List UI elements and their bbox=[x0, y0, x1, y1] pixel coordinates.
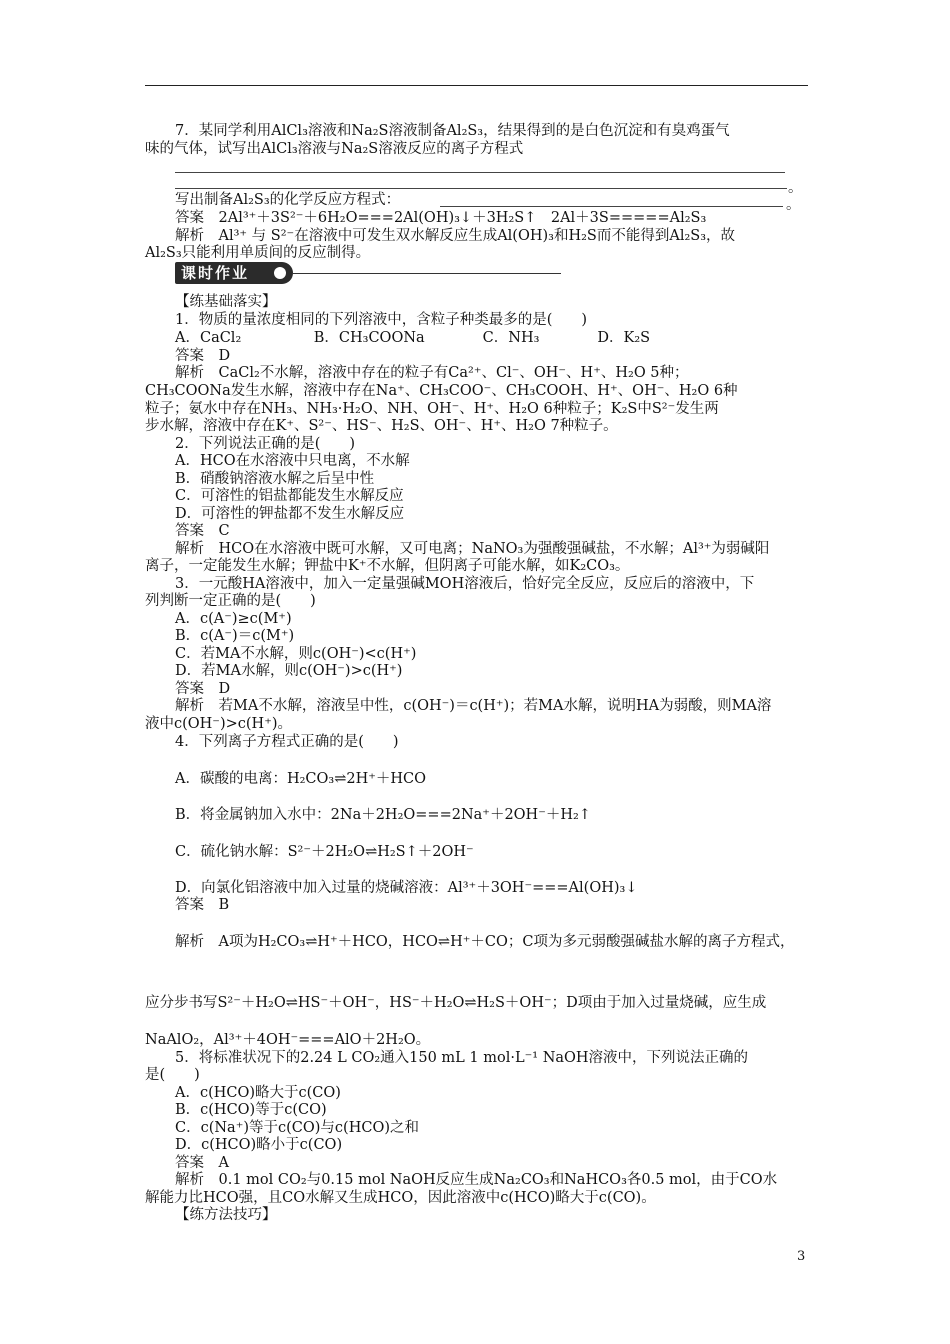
q3-analysis-line1: 解析 若MA不水解，溶液呈中性，c(OH⁻)＝c(H⁺)；若MA水解，说明HA为弱酸，则MA溶 bbox=[175, 698, 772, 714]
q4-answer: 答案 B bbox=[175, 897, 230, 913]
q1-analysis-line4: 步水解，溶液中存在K⁺、S²⁻、HS⁻、H₂S、OH⁻、H⁺、H₂O 7种粒子。 bbox=[145, 418, 618, 434]
homework-banner bbox=[175, 262, 561, 284]
q5-answer: 答案 A bbox=[175, 1155, 229, 1171]
q2-option-c: C．可溶性的铝盐都能发生水解反应 bbox=[175, 488, 404, 504]
answer-blank-2 bbox=[175, 188, 787, 189]
q3-answer: 答案 D bbox=[175, 681, 231, 697]
answer-blank-1 bbox=[175, 172, 785, 173]
q5-analysis-line2: 解能力比HCO强，且CO水解又生成HCO，因此溶液中c(HCO)略大于c(CO)。 bbox=[145, 1190, 656, 1206]
q7-prompt2: 写出制备Al₂S₃的化学反应方程式： bbox=[175, 192, 401, 208]
q4-option-d: D．向氯化铝溶液中加入过量的烧碱溶液：Al³⁺＋3OH⁻===Al(OH)₃↓ bbox=[175, 880, 638, 896]
q3-option-d: D．若MA水解，则c(OH⁻)>c(H⁺) bbox=[175, 663, 403, 679]
banner-rule bbox=[293, 273, 561, 274]
q4-analysis-line3: NaAlO₂，Al³⁺＋4OH⁻===AlO＋2H₂O。 bbox=[145, 1032, 431, 1048]
answer-blank-3 bbox=[440, 206, 783, 207]
q5-option-b: B．c(HCO)等于c(CO) bbox=[175, 1102, 327, 1118]
q2-analysis-line2: 离子，一定能发生水解；钾盐中K⁺不水解，但阴离子可能水解，如K₂CO₃。 bbox=[145, 558, 630, 574]
section-basic: 【练基础落实】 bbox=[175, 294, 277, 310]
q1-analysis-line1: 解析 CaCl₂不水解，溶液中存在的粒子有Ca²⁺、Cl⁻、OH⁻、H⁺、H₂O 5种； bbox=[175, 365, 689, 381]
q4-option-c: C．硫化钠水解：S²⁻＋2H₂O⇌H₂S↑＋2OH⁻ bbox=[175, 844, 474, 860]
q4-option-b: B．将金属钠加入水中：2Na＋2H₂O===2Na⁺＋2OH⁻＋H₂↑ bbox=[175, 807, 591, 823]
q5-stem-line1: 5．将标准状况下的2.24 L CO₂通入150 mL 1 mol·L⁻¹ NaOH溶液中，下列说法正确的 bbox=[175, 1050, 749, 1066]
section-method: 【练方法技巧】 bbox=[175, 1207, 277, 1223]
q1-answer: 答案 D bbox=[175, 348, 231, 364]
q2-option-d: D．可溶性的钾盐都不发生水解反应 bbox=[175, 506, 405, 522]
q5-option-d: D．c(HCO)略小于c(CO) bbox=[175, 1137, 343, 1153]
q3-option-c: C．若MA不水解，则c(OH⁻)<c(H⁺) bbox=[175, 646, 417, 662]
q3-stem-line2: 列判断一定正确的是( ) bbox=[145, 593, 316, 609]
q1-stem: 1．物质的量浓度相同的下列溶液中，含粒子种类最多的是( ) bbox=[175, 312, 588, 328]
q2-answer: 答案 C bbox=[175, 523, 230, 539]
q5-analysis-line1: 解析 0.1 mol CO₂与0.15 mol NaOH反应生成Na₂CO₃和NaHCO₃各0.5 mol，由于CO水 bbox=[175, 1172, 778, 1188]
q3-stem-line1: 3．一元酸HA溶液中，加入一定量强碱MOH溶液后，恰好完全反应，反应后的溶液中，下 bbox=[175, 576, 755, 592]
q5-option-c: C．c(Na⁺)等于c(CO)与c(HCO)之和 bbox=[175, 1120, 419, 1136]
q7-analysis-line1: 解析 Al³⁺ 与 S²⁻在溶液中可发生双水解反应生成Al(OH)₃和H₂S而不能得到Al₂S₃，故 bbox=[175, 228, 736, 244]
header-rule bbox=[145, 85, 808, 86]
period-1: 。 bbox=[788, 180, 803, 196]
q4-analysis-line1: 解析 A项为H₂CO₃⇌H⁺＋HCO，HCO⇌H⁺＋CO；C项为多元弱酸强碱盐水解的离子方程式， bbox=[175, 934, 795, 950]
q3-option-a: A．c(A⁻)≥c(M⁺) bbox=[175, 611, 292, 627]
banner-dot-icon bbox=[274, 267, 286, 279]
q3-option-b: B．c(A⁻)＝c(M⁺) bbox=[175, 628, 295, 644]
q4-analysis-line2: 应分步书写S²⁻＋H₂O⇌HS⁻＋OH⁻，HS⁻＋H₂O⇌H₂S＋OH⁻；D项由于加入过量烧碱，应生成 bbox=[145, 995, 767, 1011]
q1-analysis-line2: CH₃COONa发生水解，溶液中存在Na⁺、CH₃COO⁻、CH₃COOH、H⁺、OH⁻、H₂O 6种 bbox=[145, 383, 738, 399]
q2-option-a: A．HCO在水溶液中只电离，不水解 bbox=[175, 453, 410, 469]
q2-option-b: B．硝酸钠溶液水解之后呈中性 bbox=[175, 471, 375, 487]
q5-stem-line2: 是( ) bbox=[145, 1067, 200, 1083]
q5-option-a: A．c(HCO)略大于c(CO) bbox=[175, 1085, 341, 1101]
q2-stem: 2．下列说法正确的是( ) bbox=[175, 436, 356, 452]
q7-analysis-line2: Al₂S₃只能利用单质间的反应制得。 bbox=[145, 245, 371, 261]
q4-option-a: A．碳酸的电离：H₂CO₃⇌2H⁺＋HCO bbox=[175, 771, 427, 787]
q4-stem: 4．下列离子方程式正确的是( ) bbox=[175, 734, 399, 750]
q7-line2: 味的气体，试写出AlCl₃溶液与Na₂S溶液反应的离子方程式 bbox=[145, 141, 524, 157]
banner-label: 课时作业 bbox=[175, 262, 293, 284]
page-number: 3 bbox=[797, 1249, 806, 1264]
q3-analysis-line2: 液中c(OH⁻)>c(H⁺)。 bbox=[145, 716, 293, 732]
q7-line1: 7．某同学利用AlCl₃溶液和Na₂S溶液制备Al₂S₃，结果得到的是白色沉淀和有臭鸡蛋气 bbox=[175, 123, 730, 139]
q1-options: A．CaCl₂ B．CH₃COONa C．NH₃ D．K₂S bbox=[175, 330, 651, 346]
q7-answer: 答案 2Al³⁺＋3S²⁻＋6H₂O===2Al(OH)₃↓＋3H₂S↑ 2Al＋3S=====Al₂S₃ bbox=[175, 210, 707, 226]
q2-analysis-line1: 解析 HCO在水溶液中既可水解，又可电离；NaNO₃为强酸强碱盐，不水解；Al³⁺为弱碱阳 bbox=[175, 541, 770, 557]
period-2: 。 bbox=[786, 197, 801, 213]
q1-analysis-line3: 粒子；氨水中存在NH₃、NH₃·H₂O、NH、OH⁻、H⁺、H₂O 6种粒子；K₂S中S²⁻发生两 bbox=[145, 401, 719, 417]
